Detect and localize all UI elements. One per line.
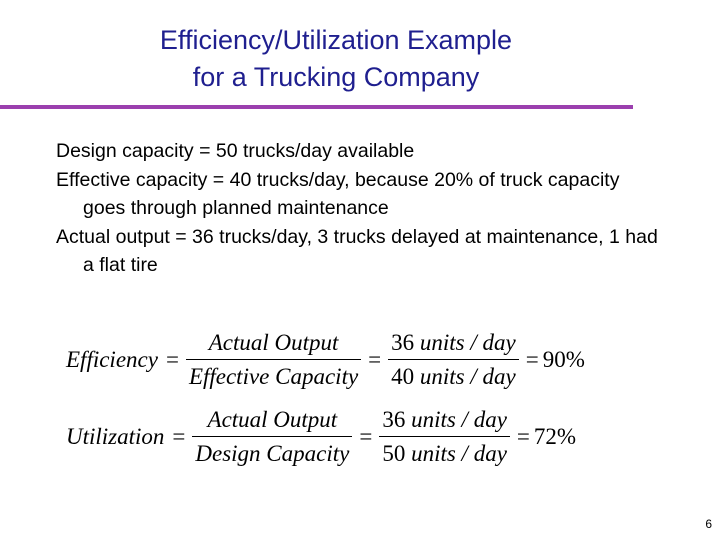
utilization-label: Utilization xyxy=(66,424,165,449)
bullet-list xyxy=(56,137,666,280)
equals-sign: = xyxy=(368,347,382,372)
fraction-numerator: Actual Output xyxy=(208,330,339,355)
fraction-denominator xyxy=(379,437,510,467)
denominator-value: 40 xyxy=(391,364,415,389)
equals-sign: = xyxy=(165,347,179,372)
fraction-numerator: Actual Output xyxy=(207,407,338,432)
equals-sign: = xyxy=(516,424,530,449)
efficiency-equation xyxy=(66,330,585,390)
utilization-result: 72% xyxy=(533,424,577,449)
bullet-actual-output: Actual output = 36 trucks/day, 3 trucks delayed at maintenance, 1 had a flat tire xyxy=(56,225,658,276)
utilization-equation xyxy=(66,407,576,467)
efficiency-result: 90% xyxy=(542,347,585,372)
title-divider xyxy=(0,105,633,109)
fraction-denominator: Effective Capacity xyxy=(188,364,359,389)
utilization-values-fraction xyxy=(379,407,510,467)
numerator-value: 36 xyxy=(391,330,415,355)
slide-title xyxy=(0,22,672,96)
denominator-unit: units / day xyxy=(411,441,507,466)
slide-title-line-2: for a Trucking Company xyxy=(192,62,480,92)
fraction-denominator xyxy=(388,360,519,390)
denominator-value: 50 xyxy=(382,441,406,466)
numerator-value: 36 xyxy=(382,407,406,432)
utilization-definition-fraction xyxy=(192,407,352,467)
fraction-numerator xyxy=(379,407,510,436)
bullet-design-capacity: Design capacity = 50 trucks/day available xyxy=(56,140,415,162)
equals-sign: = xyxy=(172,424,186,449)
bullet-effective-capacity: Effective capacity = 40 trucks/day, because 20% of truck capacity goes through planned maintenance xyxy=(56,168,620,219)
slide-title-line-1: Efficiency/Utilization Example xyxy=(159,25,513,55)
efficiency-values-fraction xyxy=(388,330,519,390)
efficiency-definition-fraction xyxy=(186,330,361,390)
fraction-numerator xyxy=(388,330,519,359)
numerator-unit: units / day xyxy=(419,330,516,355)
fraction-denominator: Design Capacity xyxy=(195,441,350,466)
equals-sign: = xyxy=(525,347,539,372)
numerator-unit: units / day xyxy=(411,407,507,432)
denominator-unit: units / day xyxy=(419,364,516,389)
page-number: 6 xyxy=(705,517,712,531)
equals-sign: = xyxy=(359,424,373,449)
efficiency-label: Efficiency xyxy=(66,347,158,372)
